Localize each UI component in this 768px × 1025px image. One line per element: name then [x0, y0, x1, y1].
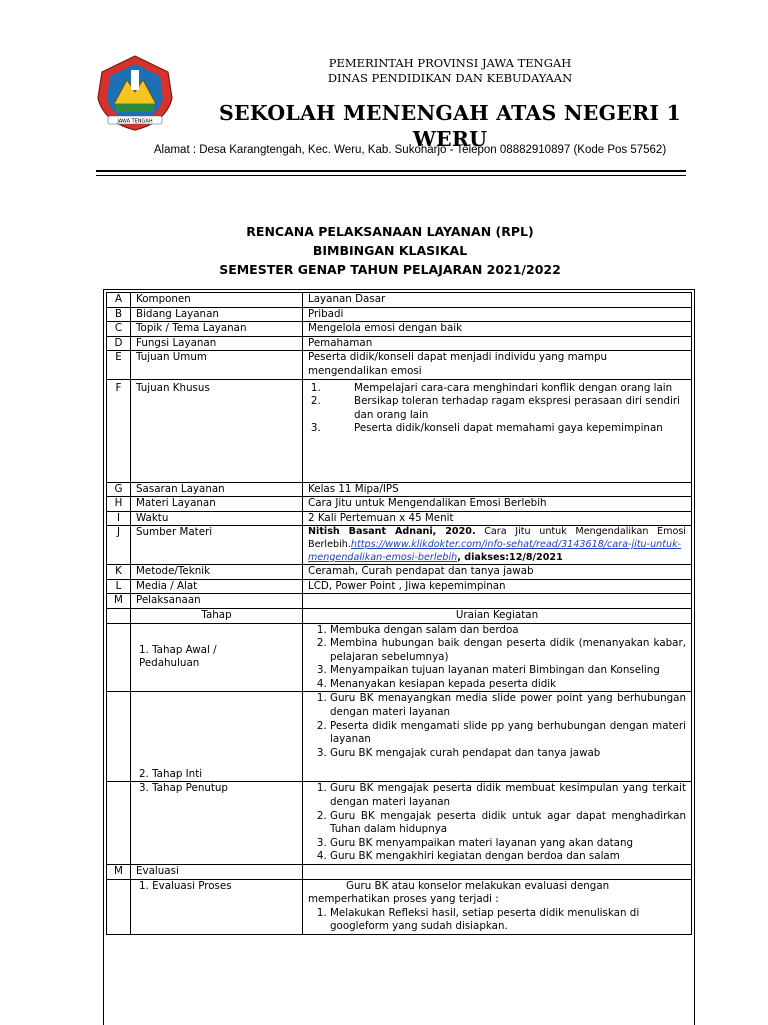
- list-item: 1. Guru BK mengajak peserta didik membuat kesimpulan yang terkait dengan materi layanan: [330, 782, 686, 809]
- table-row: [107, 482, 692, 497]
- row-code: A: [107, 293, 131, 308]
- table-row: [107, 379, 692, 482]
- table-row: [107, 782, 692, 865]
- row-value: Mengelola emosi dengan baik: [303, 322, 692, 337]
- row-label: Fungsi Layanan: [131, 336, 303, 351]
- list-item: 2. Bersikap toleran terhadap ragam ekspresi perasaan diri sendiri dan orang lain: [324, 395, 686, 422]
- row-code: M: [107, 594, 131, 609]
- eval-proses-intro: Guru BK atau konselor melakukan evaluasi dengan memperhatı̇kan proses yang terjadi :: [308, 879, 610, 906]
- stage-activities: [303, 623, 692, 692]
- row-value: LCD, Power Point , Jiwa kepemimpinan: [303, 579, 692, 594]
- source-accessed: , diakses:12/8/2021: [457, 551, 563, 563]
- row-value: Ceramah, Curah pendapat dan tanya jawab: [303, 565, 692, 580]
- source-author: Nitish Basant Adnani, 2020.: [308, 526, 476, 538]
- list-item: 1. Melakukan Refleksi hasil, setı̇ap peserta didik menuliskan di googleform yang sudah disiapkan.: [330, 907, 686, 934]
- table-row: [107, 865, 692, 880]
- row-label: Sumber Materi: [131, 526, 303, 565]
- list-item: 4. Menanyakan kesiapan kepada peserta didik: [330, 678, 686, 692]
- school-name: SEKOLAH MENENGAH ATAS NEGERI 1 WERU: [218, 101, 681, 151]
- government-heading: [220, 56, 680, 86]
- row-value: [303, 526, 692, 565]
- blank-cell: [107, 608, 131, 623]
- row-code: L: [107, 579, 131, 594]
- blank-cell: [107, 782, 131, 865]
- logo-text: JAWA TENGAH: [117, 118, 153, 125]
- table-row: [107, 879, 692, 934]
- row-value: Peserta didik/konseli dapat menjadi individu yang mampu mengendalikan emosi: [303, 351, 692, 379]
- row-label: Media / Alat: [131, 579, 303, 594]
- row-label: Sasaran Layanan: [131, 482, 303, 497]
- row-code: J: [107, 526, 131, 565]
- row-value: Layanan Dasar: [303, 293, 692, 308]
- row-label: Metode/Teknik: [131, 565, 303, 580]
- row-code: C: [107, 322, 131, 337]
- row-code: H: [107, 497, 131, 512]
- row-value: [303, 865, 692, 880]
- penutup-list: [308, 782, 686, 864]
- inti-list: [308, 692, 686, 760]
- title-line-3: SEMESTER GENAP TAHUN PELAJARAN 2021/2022: [219, 262, 561, 277]
- source-link[interactable]: https://www.klikdokter.com/info-sehat/read/3143618/cara-jitu-untuk-mengendalikan-emosi-berlebih: [308, 538, 682, 563]
- list-item: 3. Menyampaikan tujuan layanan materi Bimbingan dan Konseling: [330, 664, 686, 678]
- title-line-2: BIMBINGAN KLASIKAL: [312, 243, 468, 258]
- blank-cell: [107, 879, 131, 934]
- row-label: Topik / Tema Layanan: [131, 322, 303, 337]
- table-row: [107, 692, 692, 782]
- header-rule-thin: [96, 175, 686, 176]
- list-item: 1. Membuka dengan salam dan berdoa: [330, 624, 686, 638]
- table-row: [107, 322, 692, 337]
- row-value: Kelas 11 Mipa/IPS: [303, 482, 692, 497]
- header-rule-thick: [96, 170, 686, 172]
- eval-proses-label: 1. Evaluasi Proses: [131, 879, 303, 934]
- rpl-table: [106, 292, 692, 935]
- school-address: Alamat : Desa Karangtengah, Kec. Weru, Kab. Sukoharjo - Telepon 08882910897 (Kode Pos 57562): [153, 144, 667, 156]
- letterhead: [0, 0, 768, 180]
- table-row: [107, 565, 692, 580]
- row-code: K: [107, 565, 131, 580]
- stage-label: 2. Tahap Intı̇: [131, 692, 303, 782]
- document-title: [130, 222, 650, 279]
- row-code: E: [107, 351, 131, 379]
- row-code: I: [107, 511, 131, 526]
- row-value: [303, 379, 692, 482]
- list-item: 3. Guru BK mengajak curah pendapat dan tanya jawab: [330, 747, 686, 761]
- source-work: Cara Jitu untuk Mengendalikan Emosi Berlebih.: [308, 526, 686, 550]
- row-code: G: [107, 482, 131, 497]
- row-label: Waktu: [131, 511, 303, 526]
- list-item: 3. Peserta didik/konseli dapat memahami gaya kepemimpinan: [324, 422, 686, 436]
- title-line-1: RENCANA PELAKSANAAN LAYANAN (RPL): [246, 224, 534, 239]
- table-row: [107, 497, 692, 512]
- list-item: 2. Guru BK mengajak peserta didik untuk agar dapat menghadirkan Tuhan dalam hidupnya: [330, 810, 686, 837]
- row-value: [303, 594, 692, 609]
- eval-proses-list: [308, 907, 686, 934]
- table-row: [107, 623, 692, 692]
- list-item: 1. Mempelajari cara-cara menghindari konflik dengan orang lain: [324, 382, 686, 396]
- row-label: Pelaksanaan: [131, 594, 303, 609]
- row-label: Bidang Layanan: [131, 307, 303, 322]
- province-logo: [92, 54, 178, 132]
- stage-activities: [303, 782, 692, 865]
- row-label: Komponen: [131, 293, 303, 308]
- stage-activities: [303, 692, 692, 782]
- stage-awal-label: 1. Tahap Awal / Pedahuluan: [139, 643, 217, 670]
- row-code: M: [107, 865, 131, 880]
- objectives-list: [308, 382, 686, 436]
- table-row: [107, 594, 692, 609]
- col-header-tahap: Tahap: [131, 608, 303, 623]
- gov-line-2: DINAS PENDIDIKAN DAN KEBUDAYAAN: [327, 71, 573, 85]
- table-row: [107, 351, 692, 379]
- table-row: [107, 526, 692, 565]
- blank-cell: [107, 623, 131, 692]
- row-value: Cara Jitu untuk Mengendalikan Emosi Berlebih: [303, 497, 692, 512]
- list-item: 2. Membina hubungan baik dengan peserta didik (menanyakan kabar, pelajaran sebelumnya): [330, 637, 686, 664]
- row-label: Materi Layanan: [131, 497, 303, 512]
- row-value: Pemahaman: [303, 336, 692, 351]
- stage-label: 3. Tahap Penutup: [131, 782, 303, 865]
- row-code: F: [107, 379, 131, 482]
- gov-line-1: PEMERINTAH PROVINSI JAWA TENGAH: [328, 56, 572, 70]
- row-label: Evaluasi: [131, 865, 303, 880]
- eval-proses-content: [303, 879, 692, 934]
- row-value: Pribadi: [303, 307, 692, 322]
- table-row: [107, 608, 692, 623]
- list-item: 2. Peserta didik mengamatı̇ slide pp yang berhubungan dengan materi layanan: [330, 720, 686, 747]
- col-header-uraian: Uraian Kegiatan: [303, 608, 692, 623]
- stage-label: [131, 623, 303, 692]
- row-code: B: [107, 307, 131, 322]
- row-label: Tujuan Umum: [131, 351, 303, 379]
- table-row: [107, 336, 692, 351]
- row-value: 2 Kali Pertemuan x 45 Menit: [303, 511, 692, 526]
- blank-cell: [107, 692, 131, 782]
- table-row: [107, 293, 692, 308]
- table-row: [107, 511, 692, 526]
- list-item: 3. Guru BK menyampaikan materi layanan yang akan datang: [330, 837, 686, 851]
- list-item: 1. Guru BK menayangkan media slide power point yang berhubungan dengan materi layanan: [330, 692, 686, 719]
- row-code: D: [107, 336, 131, 351]
- row-label: Tujuan Khusus: [131, 379, 303, 482]
- table-row: [107, 579, 692, 594]
- list-item: 4. Guru BK mengakhiri kegiatan dengan berdoa dan salam: [330, 850, 686, 864]
- awal-list: [308, 624, 686, 692]
- table-row: [107, 307, 692, 322]
